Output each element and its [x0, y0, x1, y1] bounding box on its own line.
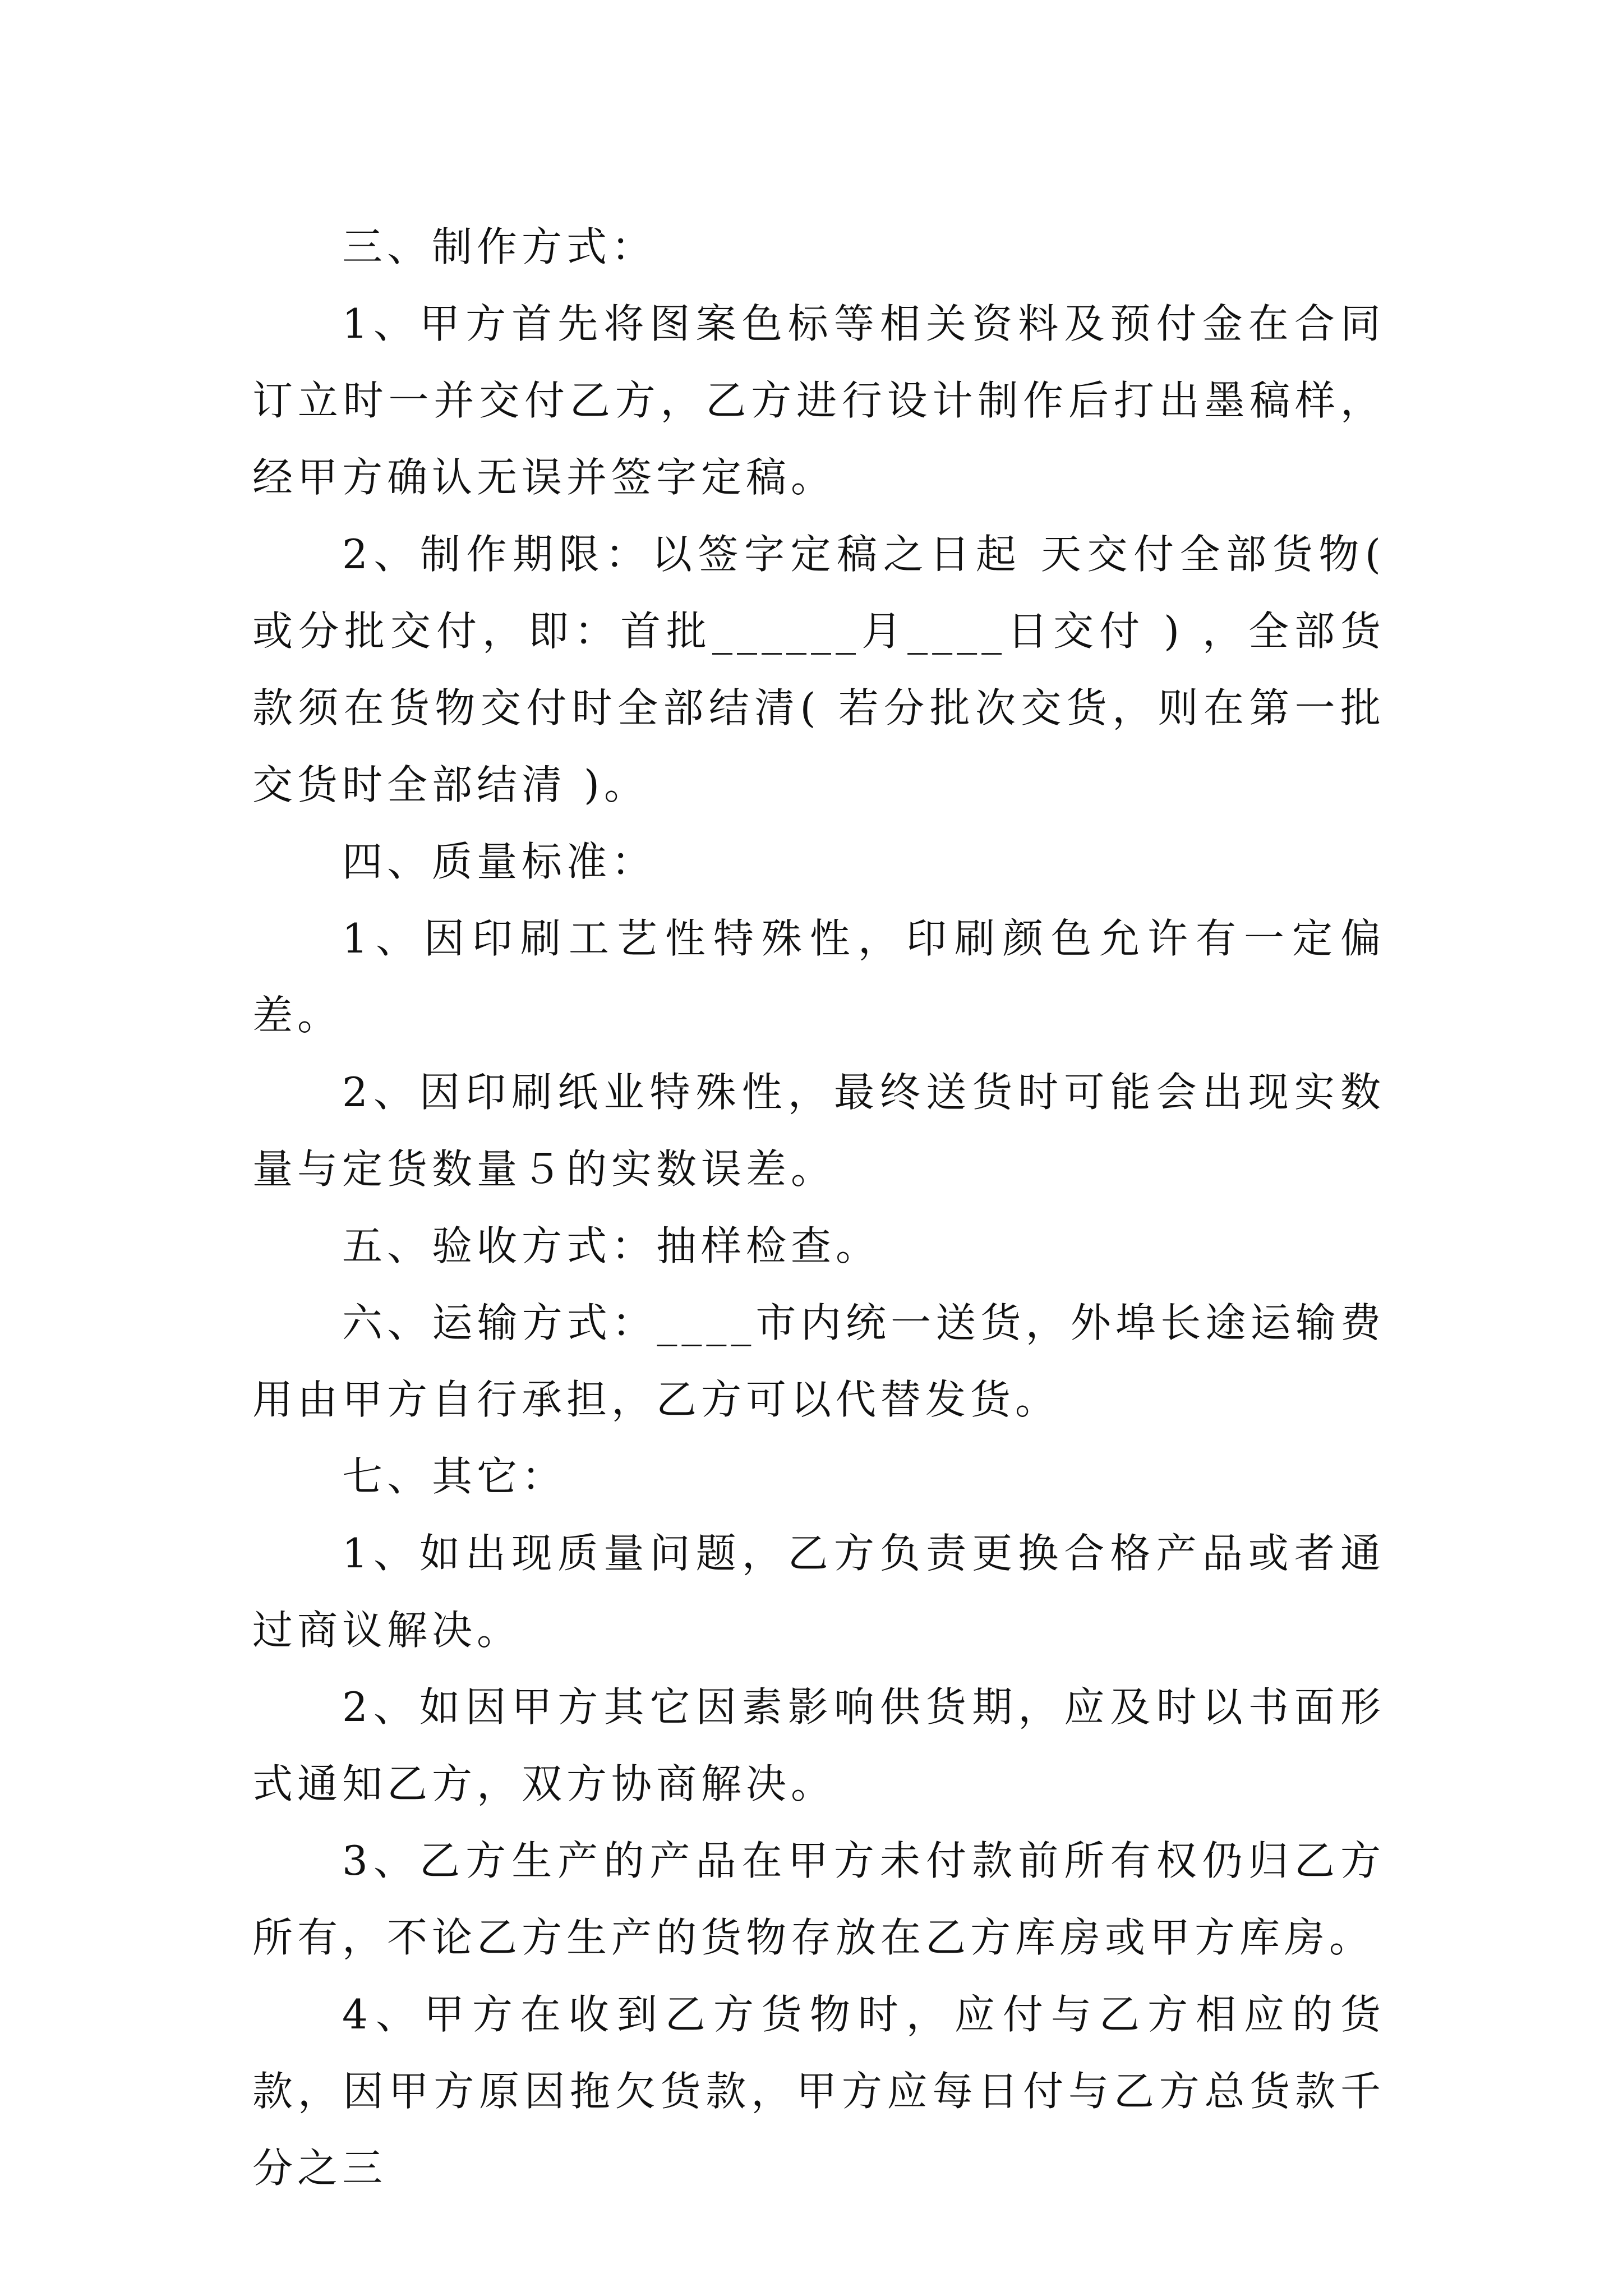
paragraph-other-1: 1、如出现质量问题，乙方负责更换合格产品或者通过商议解决。	[252, 1530, 1385, 1654]
section-heading-quality-standard: 四、质量标准：	[342, 838, 657, 885]
document-body	[252, 209, 1385, 2207]
section-heading-production-method: 三、制作方式：	[342, 223, 657, 270]
section-heading-other: 七、其它：	[342, 1453, 567, 1500]
paragraph-quality-2: 2、因印刷纸业特殊性，最终送货时可能会出现实数量与定货数量５的实数误差。	[252, 1069, 1385, 1193]
paragraph-production-deadline: 2、制作期限：以签字定稿之日起 天交付全部货物( 或分批交付，即：首批______月____日交付 ) ，全部货款须在货物交付时全部结清( 若分批次交货，则在第一批交货时全部结清 )。	[252, 531, 1385, 808]
paragraph-other-2: 2、如因甲方其它因素影响供货期，应及时以书面形式通知乙方，双方协商解决。	[252, 1683, 1385, 1807]
paragraph-other-3: 3、乙方生产的产品在甲方未付款前所有权仍归乙方所有，不论乙方生产的货物存放在乙方库房或甲方库房。	[252, 1837, 1385, 1961]
paragraph-production-step-1: 1、甲方首先将图案色标等相关资料及预付金在合同订立时一并交付乙方，乙方进行设计制作后打出墨稿样，经甲方确认无误并签字定稿。	[252, 300, 1385, 501]
section-heading-acceptance: 五、验收方式：抽样检查。	[342, 1222, 881, 1269]
section-heading-transport: 六、运输方式：____市内统一送货，外埠长途运输费用由甲方自行承担，乙方可以代替发货。	[252, 1299, 1385, 1423]
paragraph-other-4: 4、甲方在收到乙方货物时，应付与乙方相应的货款，因甲方原因拖欠货款，甲方应每日付与乙方总货款千分之三	[252, 1991, 1385, 2192]
paragraph-quality-1: 1、因印刷工艺性特殊性，印刷颜色允许有一定偏差。	[252, 915, 1385, 1039]
